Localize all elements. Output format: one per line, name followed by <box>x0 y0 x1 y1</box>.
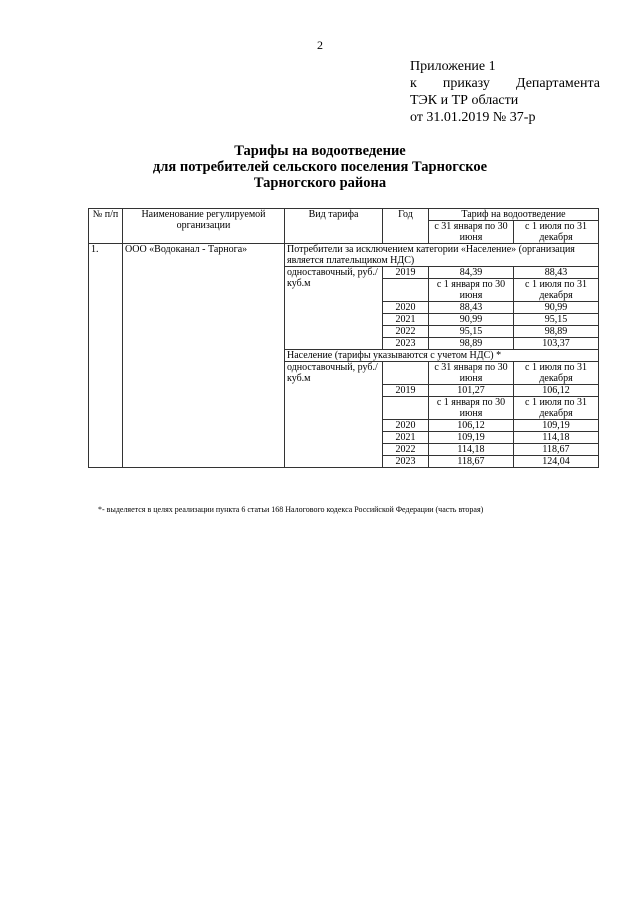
year-cell: 2022 <box>383 326 429 338</box>
appendix-line-3: ТЭК и ТР области <box>410 93 519 108</box>
year-cell: 2021 <box>383 432 429 444</box>
year-cell: 2020 <box>383 302 429 314</box>
header-type: Вид тарифа <box>285 209 383 244</box>
header-tariff: Тариф на водоотведение <box>429 209 599 221</box>
empty-cell <box>383 279 429 302</box>
header-period-2: с 1 июля по 31 декабря <box>514 221 599 244</box>
empty-cell <box>383 397 429 420</box>
tariff-type: одноставочный, руб./куб.м <box>285 362 383 468</box>
tariff-type: одноставочный, руб./куб.м <box>285 267 383 350</box>
year-cell: 2023 <box>383 456 429 468</box>
value-cell: 90,99 <box>514 302 599 314</box>
title-line-3: Тарногского района <box>253 175 387 191</box>
value-cell: 106,12 <box>514 385 599 397</box>
footnote: *- выделяется в целях реализации пункта 6 статьи 168 Налогового кодекса Российской Федерации (часть вторая) <box>98 505 484 514</box>
value-cell: 98,89 <box>429 338 514 350</box>
header-year: Год <box>383 209 429 244</box>
header-row <box>89 209 599 221</box>
appendix-block <box>410 58 600 126</box>
group-label: Потребители за исключением категории «Население» (организация является плательщиком НДС) <box>285 244 599 267</box>
value-cell: 95,15 <box>514 314 599 326</box>
header-period-1: с 31 января по 30 июня <box>429 221 514 244</box>
value-cell: 109,19 <box>514 420 599 432</box>
value-cell: 109,19 <box>429 432 514 444</box>
header-org: Наименование регулируемой организации <box>123 209 285 244</box>
period-cell: с 1 января по 30 июня <box>429 279 514 302</box>
value-cell: 118,67 <box>514 444 599 456</box>
period-cell: с 31 января по 30 июня <box>429 362 514 385</box>
year-cell: 2023 <box>383 338 429 350</box>
value-cell: 124,04 <box>514 456 599 468</box>
value-cell: 90,99 <box>429 314 514 326</box>
title-line-1: Тарифы на водоотведение <box>234 143 406 159</box>
value-cell: 98,89 <box>514 326 599 338</box>
year-cell: 2019 <box>383 267 429 279</box>
value-cell: 101,27 <box>429 385 514 397</box>
year-cell: 2019 <box>383 385 429 397</box>
tariff-table <box>88 208 599 468</box>
value-cell: 114,18 <box>429 444 514 456</box>
value-cell: 88,43 <box>514 267 599 279</box>
empty-cell <box>383 362 429 385</box>
group-label: Население (тарифы указываются с учетом НДС) * <box>285 350 599 362</box>
value-cell: 84,39 <box>429 267 514 279</box>
year-cell: 2021 <box>383 314 429 326</box>
value-cell: 88,43 <box>429 302 514 314</box>
year-cell: 2020 <box>383 420 429 432</box>
value-cell: 106,12 <box>429 420 514 432</box>
title-line-2: для потребителей сельского поселения Тарногское <box>152 159 488 175</box>
year-cell: 2022 <box>383 444 429 456</box>
appendix-line-4: от 31.01.2019 № 37-р <box>410 110 536 125</box>
value-cell: 103,37 <box>514 338 599 350</box>
table-row <box>89 244 599 267</box>
period-cell: с 1 июля по 31 декабря <box>514 279 599 302</box>
organization-name: ООО «Водоканал - Тарнога» <box>123 244 285 468</box>
period-cell: с 1 января по 30 июня <box>429 397 514 420</box>
document-title <box>0 143 640 191</box>
value-cell: 118,67 <box>429 456 514 468</box>
value-cell: 114,18 <box>514 432 599 444</box>
period-cell: с 1 июля по 31 декабря <box>514 362 599 385</box>
page-number: 2 <box>317 38 323 52</box>
appendix-line-1: Приложение 1 <box>410 59 496 74</box>
appendix-line-2: к приказу Департамента <box>410 76 600 91</box>
header-num: № п/п <box>89 209 123 244</box>
period-cell: с 1 июля по 31 декабря <box>514 397 599 420</box>
value-cell: 95,15 <box>429 326 514 338</box>
row-number: 1. <box>89 244 123 468</box>
